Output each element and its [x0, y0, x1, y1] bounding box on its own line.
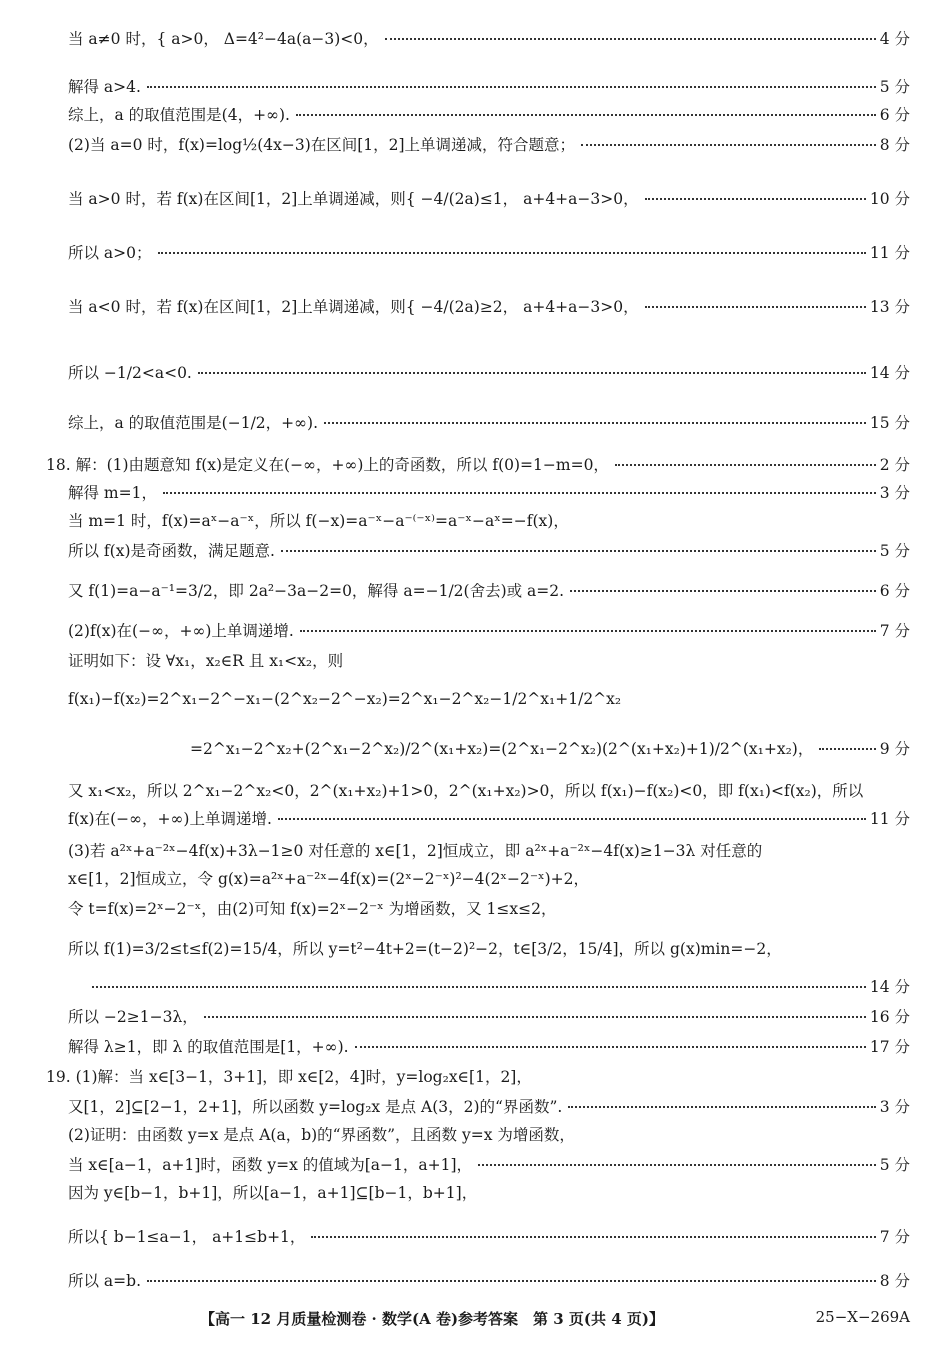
- line-12: 当 m=1 时，f(x)=aˣ−a⁻ˣ，所以 f(−x)=a⁻ˣ−a⁻⁽⁻ˣ⁾=a⁻ˣ−aˣ=−f(x)，: [68, 512, 569, 530]
- line-9: 综上，a 的取值范围是(−1/2，+∞). 15 分: [68, 414, 910, 432]
- line-4: (2)当 a=0 时，f(x)=log½(4x−3)在区间[1，2]上单调递减，符合题意； 8 分: [68, 136, 910, 154]
- line-1: 当 a≠0 时，{ a>0， Δ=4²−4a(a−3)<0， 4 分: [68, 30, 910, 48]
- line-28: 19. (1)解：当 x∈[3−1，3+1]，即 x∈[2，4]时，y=log₂x∈[1，2]，: [46, 1068, 532, 1086]
- line-14: 又 f(1)=a−a⁻¹=3/2，即 2a²−3a−2=0，解得 a=−1/2(舍去)或 a=2. 6 分: [68, 582, 910, 600]
- line-19: 又 x₁<x₂，所以 2^x₁−2^x₂<0，2^(x₁+x₂)+1>0，2^(x₁+x₂)>0，所以 f(x₁)−f(x₂)<0，即 f(x₁)<f(x₂)，所以: [68, 782, 864, 800]
- line-25: 14 分: [86, 976, 910, 998]
- line-32: 因为 y∈[b−1，b+1]，所以[a−1，a+1]⊆[b−1，b+1]，: [68, 1184, 478, 1202]
- line-6: 所以 a>0； 11 分: [68, 244, 910, 262]
- line-34: 所以 a=b. 8 分: [68, 1272, 910, 1290]
- line-2: 解得 a>4. 5 分: [68, 78, 910, 96]
- line-17: f(x₁)−f(x₂)=2^x₁−2^−x₁−(2^x₂−2^−x₂)=2^x₁−2^x₂−1/2^x₁+1/2^x₂: [68, 690, 622, 708]
- line-5: 当 a>0 时，若 f(x)在区间[1，2]上单调递减，则{ −4/(2a)≤1， a+4+a−3>0， 10 分: [68, 190, 910, 208]
- line-13: 所以 f(x)是奇函数，满足题意. 5 分: [68, 542, 910, 560]
- line-15: (2)f(x)在(−∞，+∞)上单调递增. 7 分: [68, 622, 910, 640]
- footer-code: 25−X−269A: [815, 1308, 910, 1326]
- line-16: 证明如下：设 ∀x₁，x₂∈R 且 x₁<x₂，则: [68, 652, 344, 670]
- line-30: (2)证明：由函数 y=x 是点 A(a，b)的“界函数”，且函数 y=x 为增函数，: [68, 1126, 575, 1144]
- footer-title: 【高一 12 月质量检测卷 · 数学(A 卷)参考答案 第 3 页(共 4 页)】: [200, 1310, 664, 1328]
- line-22: x∈[1，2]恒成立，令 g(x)=a²ˣ+a⁻²ˣ−4f(x)=(2ˣ−2⁻ˣ)²−4(2ˣ−2⁻ˣ)+2，: [68, 870, 589, 888]
- line-11: 解得 m=1， 3 分: [68, 484, 910, 502]
- line-24: 所以 f(1)=3/2≤t≤f(2)=15/4，所以 y=t²−4t+2=(t−2)²−2，t∈[3/2，15/4]，所以 g(x)min=−2，: [68, 940, 782, 958]
- line-33: 所以{ b−1≤a−1， a+1≤b+1， 7 分: [68, 1228, 910, 1246]
- line-31: 当 x∈[a−1，a+1]时，函数 y=x 的值域为[a−1，a+1]， 5 分: [68, 1156, 910, 1174]
- line-23: 令 t=f(x)=2ˣ−2⁻ˣ，由(2)可知 f(x)=2ˣ−2⁻ˣ 为增函数，又 1≤x≤2，: [68, 900, 557, 918]
- line-10: 18. 解：(1)由题意知 f(x)是定义在(−∞，+∞)上的奇函数，所以 f(0)=1−m=0， 2 分: [46, 456, 910, 474]
- line-20: f(x)在(−∞，+∞)上单调递增. 11 分: [68, 810, 910, 828]
- line-26: 所以 −2≥1−3λ， 16 分: [68, 1008, 910, 1026]
- line-7: 当 a<0 时，若 f(x)在区间[1，2]上单调递减，则{ −4/(2a)≥2， a+4+a−3>0， 13 分: [68, 298, 910, 316]
- line-21: (3)若 a²ˣ+a⁻²ˣ−4f(x)+3λ−1≥0 对任意的 x∈[1，2]恒成立，即 a²ˣ+a⁻²ˣ−4f(x)≥1−3λ 对任意的: [68, 842, 763, 860]
- line-8: 所以 −1/2<a<0. 14 分: [68, 364, 910, 382]
- line-27: 解得 λ≥1，即 λ 的取值范围是[1，+∞). 17 分: [68, 1038, 910, 1056]
- line-29: 又[1，2]⊆[2−1，2+1]，所以函数 y=log₂x 是点 A(3，2)的“界函数”. 3 分: [68, 1098, 910, 1116]
- line-3: 综上，a 的取值范围是(4，+∞). 6 分: [68, 106, 910, 124]
- line-18: =2^x₁−2^x₂+(2^x₁−2^x₂)/2^(x₁+x₂)=(2^x₁−2^x₂)(2^(x₁+x₂)+1)/2^(x₁+x₂)， 9 分: [190, 740, 910, 758]
